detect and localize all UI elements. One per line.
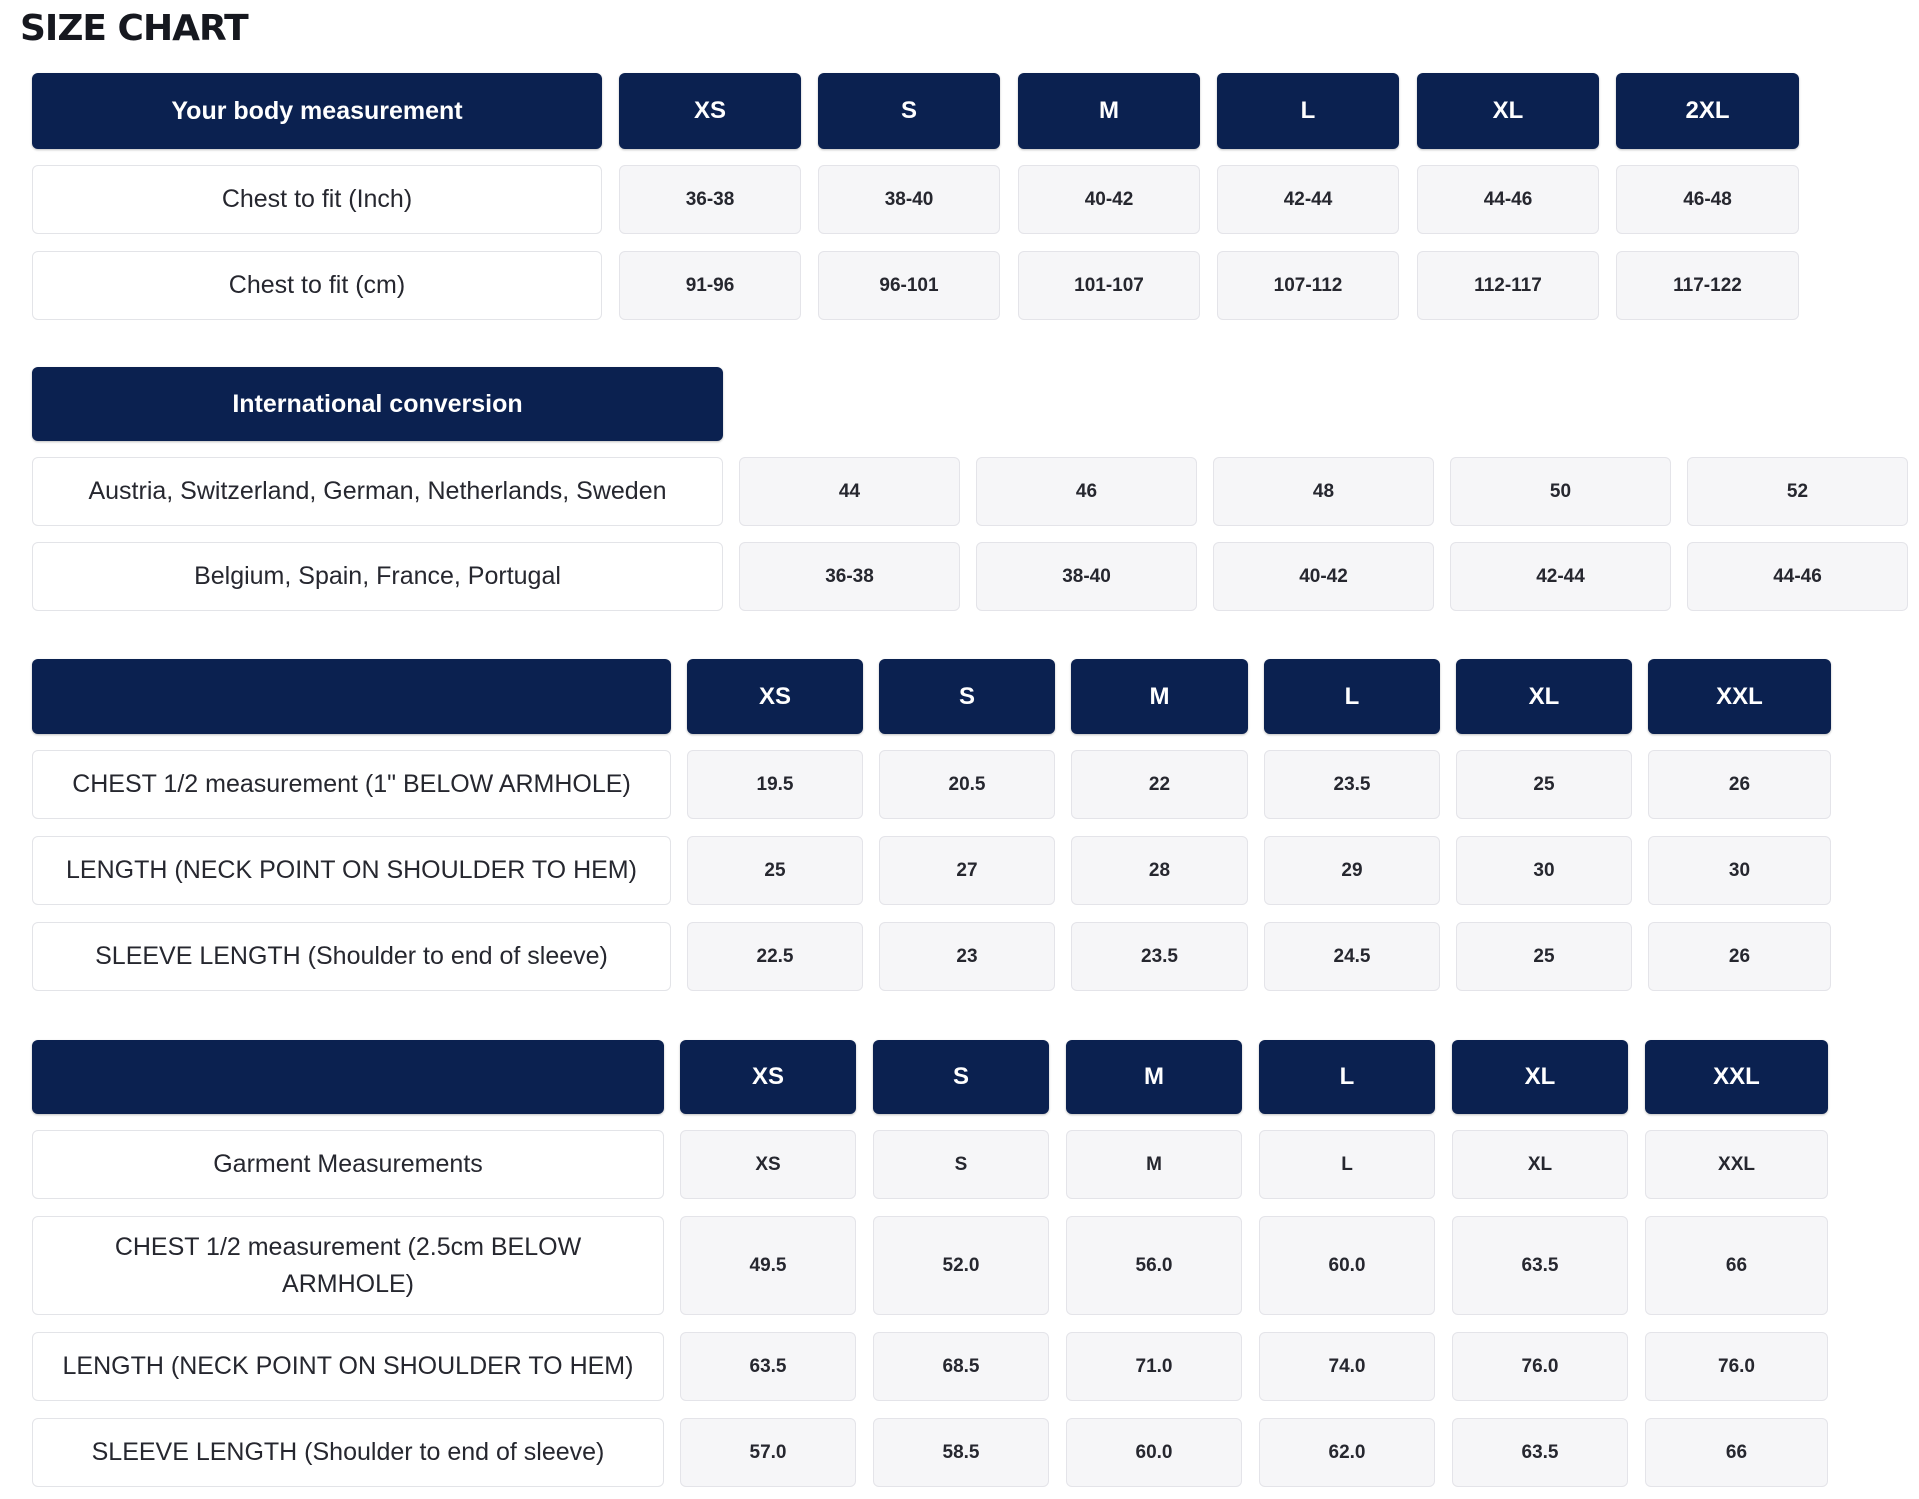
table-cell: 96-101 xyxy=(818,251,1000,320)
row-label: Garment Measurements xyxy=(32,1130,664,1199)
table-cell: XS xyxy=(680,1130,856,1199)
table-cell: 60.0 xyxy=(1066,1418,1242,1487)
table-cell: 26 xyxy=(1648,922,1831,991)
table-cell: L xyxy=(1259,1130,1435,1199)
table-cell: 25 xyxy=(1456,922,1632,991)
table-cell: 27 xyxy=(879,836,1055,905)
table-cell: 117-122 xyxy=(1616,251,1799,320)
table-cell: 24.5 xyxy=(1264,922,1440,991)
size-header: XS xyxy=(687,659,863,734)
size-header: L xyxy=(1259,1040,1435,1114)
table-cell: 23 xyxy=(879,922,1055,991)
table-cell: 36-38 xyxy=(739,542,960,611)
table-cell: 42-44 xyxy=(1217,165,1399,234)
section-header-label xyxy=(32,1040,664,1114)
table-cell: 28 xyxy=(1071,836,1248,905)
table-cell: 74.0 xyxy=(1259,1332,1435,1401)
row-label: SLEEVE LENGTH (Shoulder to end of sleeve) xyxy=(32,1418,664,1487)
table-cell: 63.5 xyxy=(1452,1418,1628,1487)
table-cell: 38-40 xyxy=(818,165,1000,234)
table-cell: 50 xyxy=(1450,457,1671,526)
size-header: M xyxy=(1071,659,1248,734)
row-label: SLEEVE LENGTH (Shoulder to end of sleeve) xyxy=(32,922,671,991)
table-cell: 76.0 xyxy=(1452,1332,1628,1401)
table-cell: 40-42 xyxy=(1213,542,1434,611)
size-header: S xyxy=(879,659,1055,734)
table-cell: 56.0 xyxy=(1066,1216,1242,1315)
table-cell: 19.5 xyxy=(687,750,863,819)
table-cell: 26 xyxy=(1648,750,1831,819)
row-label: Belgium, Spain, France, Portugal xyxy=(32,542,723,611)
section-header-label: Your body measurement xyxy=(32,73,602,149)
table-cell: 57.0 xyxy=(680,1418,856,1487)
table-cell: 58.5 xyxy=(873,1418,1049,1487)
table-cell: 101-107 xyxy=(1018,251,1200,320)
section-header-label: International conversion xyxy=(32,367,723,441)
table-cell: S xyxy=(873,1130,1049,1199)
size-header: L xyxy=(1217,73,1399,149)
table-cell: 44 xyxy=(739,457,960,526)
table-cell: 22 xyxy=(1071,750,1248,819)
table-cell: 36-38 xyxy=(619,165,801,234)
table-cell: 23.5 xyxy=(1071,922,1248,991)
row-label: Chest to fit (cm) xyxy=(32,251,602,320)
row-label: LENGTH (NECK POINT ON SHOULDER TO HEM) xyxy=(32,836,671,905)
row-label: LENGTH (NECK POINT ON SHOULDER TO HEM) xyxy=(32,1332,664,1401)
table-cell: 49.5 xyxy=(680,1216,856,1315)
size-header: 2XL xyxy=(1616,73,1799,149)
table-cell: 62.0 xyxy=(1259,1418,1435,1487)
size-header: XS xyxy=(680,1040,856,1114)
size-header: M xyxy=(1066,1040,1242,1114)
table-cell: 91-96 xyxy=(619,251,801,320)
table-cell: M xyxy=(1066,1130,1242,1199)
section-header-label xyxy=(32,659,671,734)
table-cell: 38-40 xyxy=(976,542,1197,611)
table-cell: 25 xyxy=(687,836,863,905)
table-cell: 63.5 xyxy=(680,1332,856,1401)
size-header: L xyxy=(1264,659,1440,734)
table-cell: 46-48 xyxy=(1616,165,1799,234)
table-cell: 30 xyxy=(1456,836,1632,905)
table-cell: 63.5 xyxy=(1452,1216,1628,1315)
table-cell: 42-44 xyxy=(1450,542,1671,611)
page-title: SIZE CHART xyxy=(20,8,248,49)
size-header: S xyxy=(873,1040,1049,1114)
table-cell: 20.5 xyxy=(879,750,1055,819)
table-cell: 23.5 xyxy=(1264,750,1440,819)
size-header: XL xyxy=(1417,73,1599,149)
table-cell: 52.0 xyxy=(873,1216,1049,1315)
table-cell: 46 xyxy=(976,457,1197,526)
table-cell: 60.0 xyxy=(1259,1216,1435,1315)
table-cell: 68.5 xyxy=(873,1332,1049,1401)
size-header: XL xyxy=(1456,659,1632,734)
table-cell: XXL xyxy=(1645,1130,1828,1199)
table-cell: 52 xyxy=(1687,457,1908,526)
size-header: M xyxy=(1018,73,1200,149)
size-header: XL xyxy=(1452,1040,1628,1114)
row-label: Austria, Switzerland, German, Netherlands, Sweden xyxy=(32,457,723,526)
table-cell: 76.0 xyxy=(1645,1332,1828,1401)
table-cell: 107-112 xyxy=(1217,251,1399,320)
table-cell: 71.0 xyxy=(1066,1332,1242,1401)
table-cell: XL xyxy=(1452,1130,1628,1199)
row-label: Chest to fit (Inch) xyxy=(32,165,602,234)
table-cell: 44-46 xyxy=(1687,542,1908,611)
table-cell: 44-46 xyxy=(1417,165,1599,234)
table-cell: 30 xyxy=(1648,836,1831,905)
size-header: XXL xyxy=(1645,1040,1828,1114)
row-label: CHEST 1/2 measurement (1" BELOW ARMHOLE) xyxy=(32,750,671,819)
table-cell: 48 xyxy=(1213,457,1434,526)
table-cell: 66 xyxy=(1645,1418,1828,1487)
size-header: XS xyxy=(619,73,801,149)
table-cell: 66 xyxy=(1645,1216,1828,1315)
table-cell: 25 xyxy=(1456,750,1632,819)
table-cell: 40-42 xyxy=(1018,165,1200,234)
table-cell: 29 xyxy=(1264,836,1440,905)
size-header: XXL xyxy=(1648,659,1831,734)
row-label: CHEST 1/2 measurement (2.5cm BELOW ARMHOLE) xyxy=(32,1216,664,1315)
table-cell: 112-117 xyxy=(1417,251,1599,320)
size-header: S xyxy=(818,73,1000,149)
table-cell: 22.5 xyxy=(687,922,863,991)
